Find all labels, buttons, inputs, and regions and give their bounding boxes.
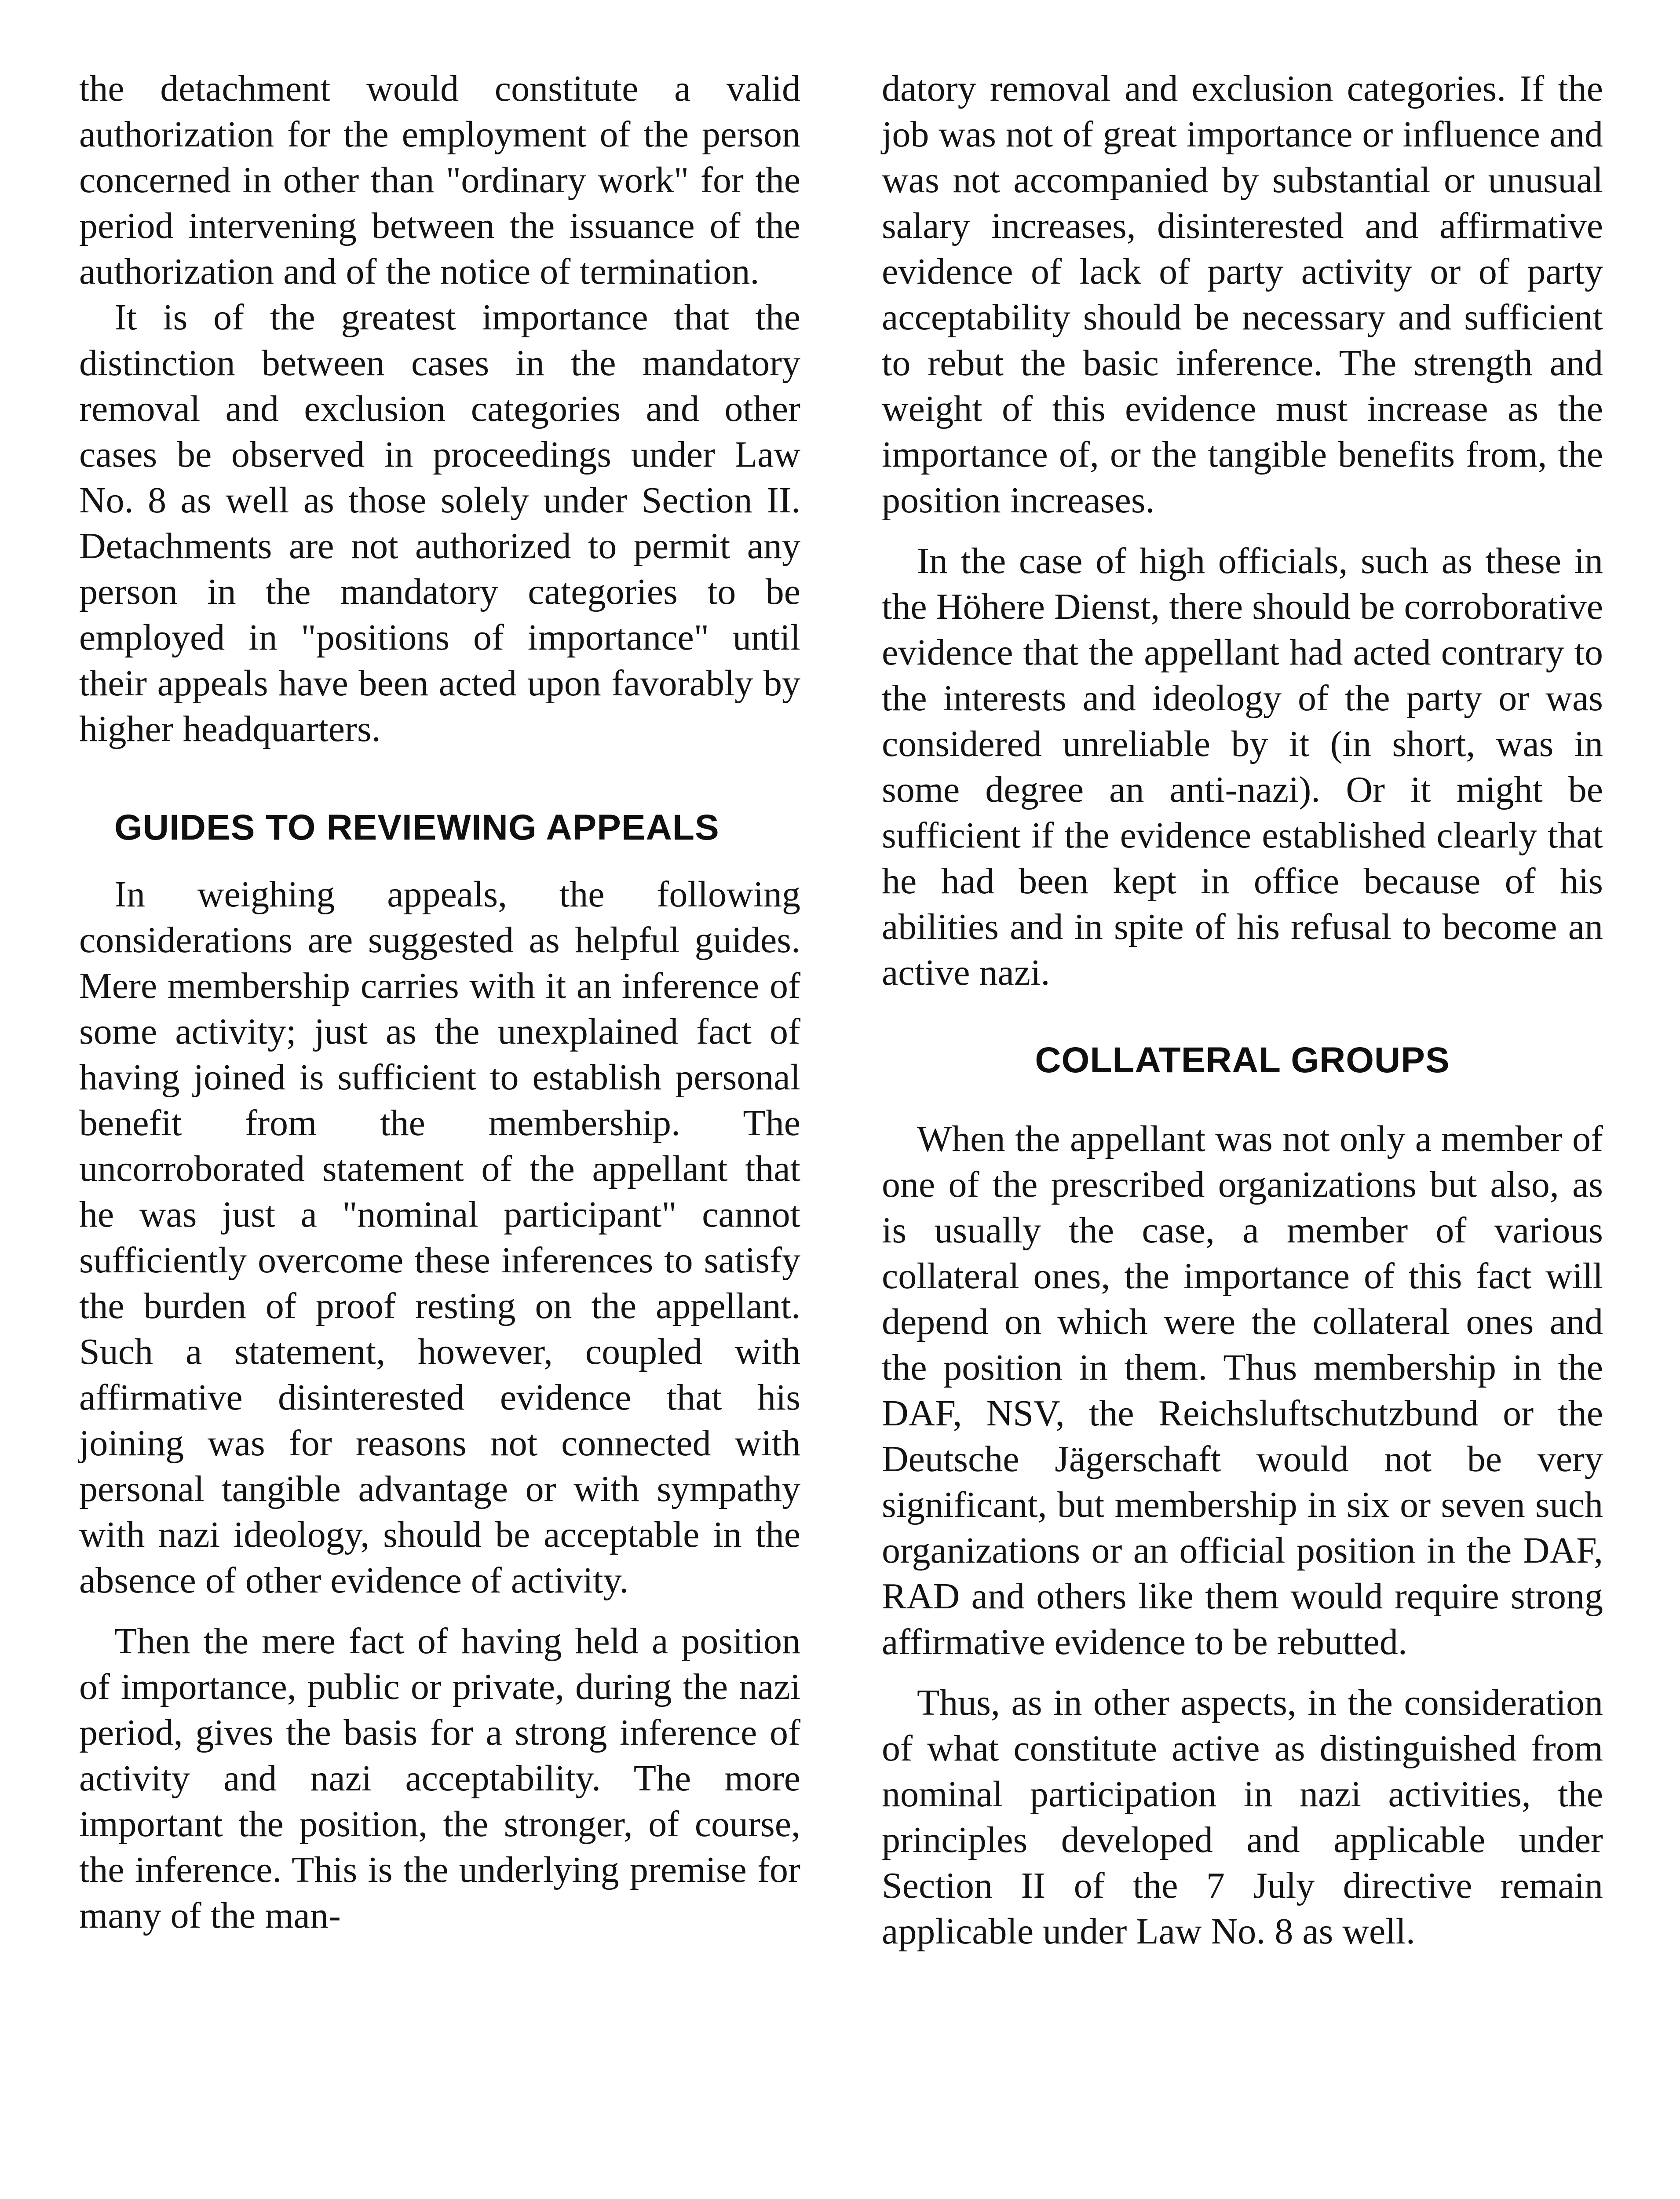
left-paragraph-2: It is of the greatest importance that the distinction between cases in the mandatory removal and exclusion categories and other cases be observed in proceedings under Law No. 8 as well as those solely under Section II. Detachments are not authorized to permit any person in the mandatory categories to be employed in "positions of importance" until their appeals have been acted upon favorably by higher headquarters. — [79, 297, 800, 749]
section-heading-guides-to-reviewing-appeals: GUIDES TO REVIEWING APPEALS — [114, 807, 719, 847]
right-paragraph-3: When the appellant was not only a member of one of the prescribed organizations but also, as is usually the case, a member of various collateral ones, the importance of this fact will depend on which were the collateral ones and the position in them. Thus membership in the DAF, NSV, the Reichsluftschutzbund or the Deutsche Jägerschaft would not be very significant, but membership in six or seven such organizations or an official position in the DAF, RAD and others like them would require strong affirmative evidence to be rebutted. — [882, 1118, 1603, 1662]
left-paragraph-1: the detachment would constitute a valid authorization for the employment of the person concerned in other than "ordinary work" for the period intervening between the issuance of the authorization and of the notice of termination. — [79, 68, 800, 292]
left-paragraph-4: Then the mere fact of having held a position of importance, public or private, during the nazi period, gives the basis for a strong inference of activity and nazi acceptability. The more important the position, the stronger, of course, the inference. This is the underlying premise for many of the man- — [79, 1621, 800, 1936]
right-column — [882, 66, 1603, 1954]
left-paragraph-3: In weighing appeals, the following considerations are suggested as helpful guides. Mere membership carries with it an inference of some activity; just as the unexplained fact of having joined is sufficient to establish personal benefit from the membership. The uncorroborated statement of the appellant that he was just a "nominal participant" cannot sufficiently overcome these inferences to satisfy the burden of proof resting on the appellant. Such a statement, however, coupled with affirmative disinterested evidence that his joining was for reasons not connected with personal tangible advantage or with sympathy with nazi ideology, should be acceptable in the absence of other evidence of activity. — [79, 874, 800, 1601]
right-paragraph-1: datory removal and exclusion categories. If the job was not of great importance or influence and was not accompanied by substantial or unusual salary increases, disinterested and affirmative evidence of lack of party activity or of party acceptability should be necessary and sufficient to rebut the basic inference. The strength and weight of this evidence must increase as the importance of, or the tangible benefits from, the position increases. — [882, 68, 1603, 521]
right-paragraph-2: In the case of high officials, such as these in the Höhere Dienst, there should be corroborative evidence that the appellant had acted contrary to the interests and ideology of the party or was considered unreliable by it (in short, was in some degree an anti-nazi). Or it might be sufficient if the evidence established clearly that he had been kept in office because of his abilities and in spite of his refusal to become an active nazi. — [882, 541, 1603, 993]
right-paragraph-4: Thus, as in other aspects, in the consideration of what constitute active as distinguished from nominal participation in nazi activities, the principles developed and applicable under Section II of the 7 July directive remain applicable under Law No. 8 as well. — [882, 1682, 1603, 1952]
left-column — [79, 66, 800, 1939]
section-heading-collateral-groups: COLLATERAL GROUPS — [1035, 1040, 1450, 1080]
